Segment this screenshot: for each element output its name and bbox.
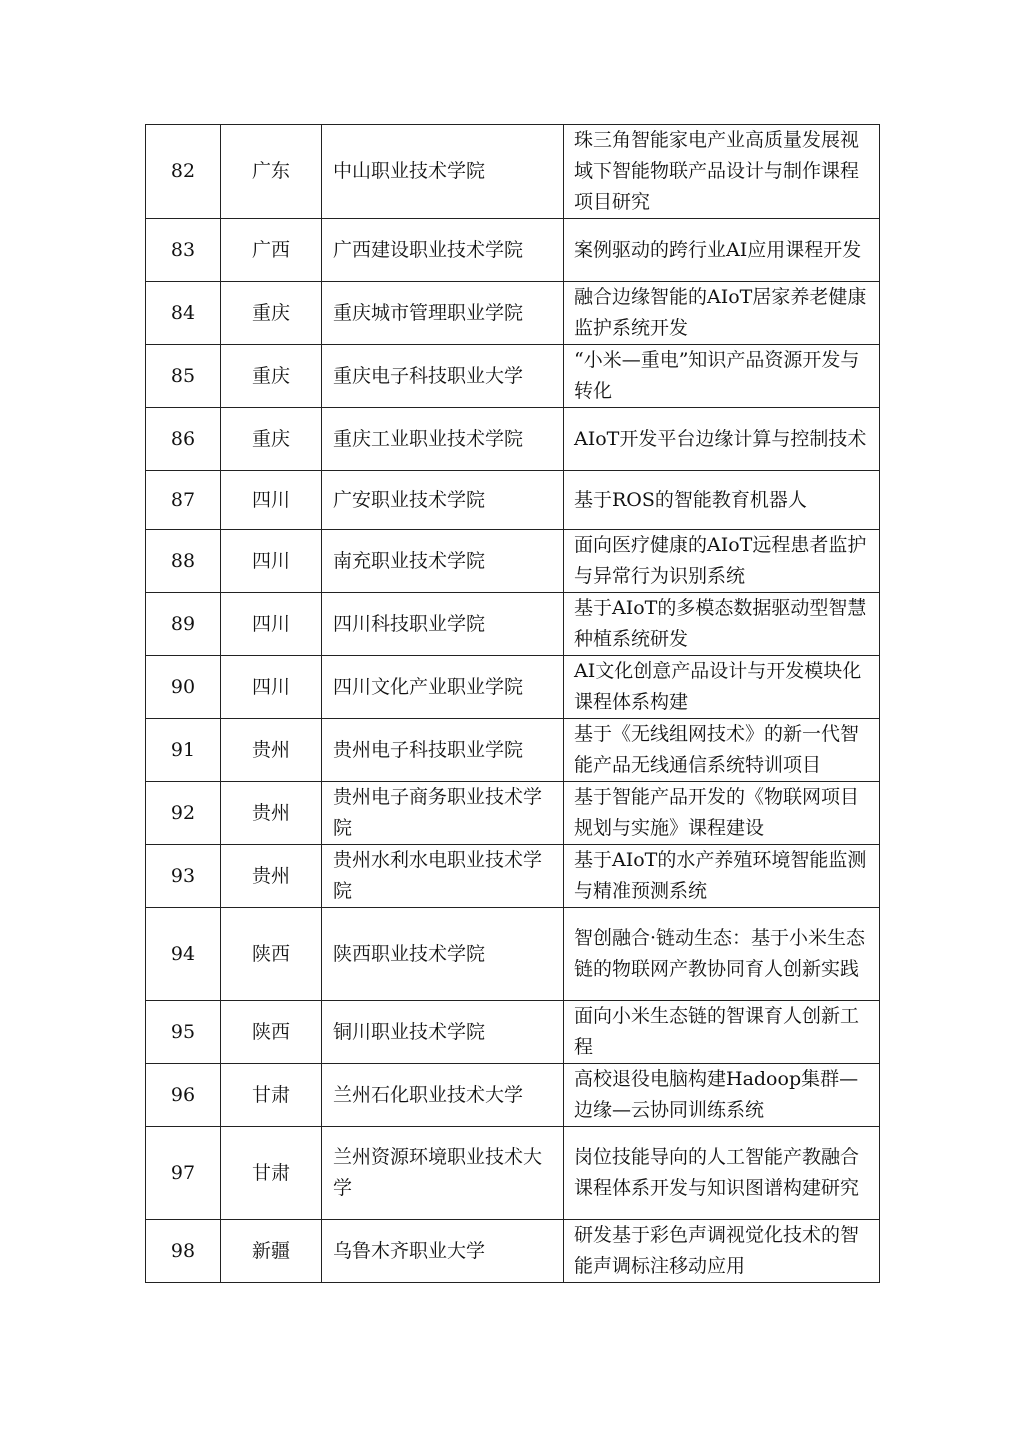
table-row bbox=[146, 1220, 880, 1283]
row-number: 93 bbox=[146, 845, 221, 908]
province-cell: 贵州 bbox=[221, 782, 322, 845]
province-cell: 甘肃 bbox=[221, 1064, 322, 1127]
province-cell: 四川 bbox=[221, 471, 322, 530]
project-cell: 面向小米生态链的智课育人创新工程 bbox=[564, 1001, 880, 1064]
table-row bbox=[146, 593, 880, 656]
project-cell: 智创融合·链动生态：基于小米生态链的物联网产教协同育人创新实践 bbox=[564, 908, 880, 1001]
row-number: 84 bbox=[146, 282, 221, 345]
school-cell: 重庆城市管理职业学院 bbox=[322, 282, 564, 345]
row-number: 87 bbox=[146, 471, 221, 530]
province-cell: 四川 bbox=[221, 530, 322, 593]
project-table-body bbox=[146, 125, 880, 1283]
project-cell: 面向医疗健康的AIoT远程患者监护与异常行为识别系统 bbox=[564, 530, 880, 593]
row-number: 82 bbox=[146, 125, 221, 219]
table-row bbox=[146, 408, 880, 471]
row-number: 92 bbox=[146, 782, 221, 845]
school-cell: 兰州资源环境职业技术大学 bbox=[322, 1127, 564, 1220]
province-cell: 重庆 bbox=[221, 282, 322, 345]
province-cell: 贵州 bbox=[221, 719, 322, 782]
table-row bbox=[146, 471, 880, 530]
school-cell: 中山职业技术学院 bbox=[322, 125, 564, 219]
row-number: 91 bbox=[146, 719, 221, 782]
table-row bbox=[146, 1064, 880, 1127]
row-number: 94 bbox=[146, 908, 221, 1001]
table-row bbox=[146, 719, 880, 782]
school-cell: 广安职业技术学院 bbox=[322, 471, 564, 530]
table-row bbox=[146, 656, 880, 719]
project-cell: 研发基于彩色声调视觉化技术的智能声调标注移动应用 bbox=[564, 1220, 880, 1283]
school-cell: 广西建设职业技术学院 bbox=[322, 219, 564, 282]
project-cell: 基于AIoT的水产养殖环境智能监测与精准预测系统 bbox=[564, 845, 880, 908]
project-cell: 案例驱动的跨行业AI应用课程开发 bbox=[564, 219, 880, 282]
table-row bbox=[146, 1001, 880, 1064]
school-cell: 贵州电子科技职业学院 bbox=[322, 719, 564, 782]
project-cell: 岗位技能导向的人工智能产教融合课程体系开发与知识图谱构建研究 bbox=[564, 1127, 880, 1220]
project-cell: 基于智能产品开发的《物联网项目规划与实施》课程建设 bbox=[564, 782, 880, 845]
project-cell: AI文化创意产品设计与开发模块化课程体系构建 bbox=[564, 656, 880, 719]
row-number: 96 bbox=[146, 1064, 221, 1127]
table-row bbox=[146, 219, 880, 282]
row-number: 90 bbox=[146, 656, 221, 719]
table-row bbox=[146, 282, 880, 345]
row-number: 97 bbox=[146, 1127, 221, 1220]
province-cell: 陕西 bbox=[221, 908, 322, 1001]
school-cell: 四川文化产业职业学院 bbox=[322, 656, 564, 719]
project-cell: AIoT开发平台边缘计算与控制技术 bbox=[564, 408, 880, 471]
school-cell: 重庆电子科技职业大学 bbox=[322, 345, 564, 408]
province-cell: 新疆 bbox=[221, 1220, 322, 1283]
school-cell: 乌鲁木齐职业大学 bbox=[322, 1220, 564, 1283]
province-cell: 陕西 bbox=[221, 1001, 322, 1064]
project-cell: 基于ROS的智能教育机器人 bbox=[564, 471, 880, 530]
table-row bbox=[146, 530, 880, 593]
school-cell: 重庆工业职业技术学院 bbox=[322, 408, 564, 471]
school-cell: 贵州电子商务职业技术学院 bbox=[322, 782, 564, 845]
province-cell: 四川 bbox=[221, 656, 322, 719]
province-cell: 四川 bbox=[221, 593, 322, 656]
province-cell: 贵州 bbox=[221, 845, 322, 908]
school-cell: 贵州水利水电职业技术学院 bbox=[322, 845, 564, 908]
row-number: 88 bbox=[146, 530, 221, 593]
project-cell: 基于《无线组网技术》的新一代智能产品无线通信系统特训项目 bbox=[564, 719, 880, 782]
project-cell: “小米—重电”知识产品资源开发与转化 bbox=[564, 345, 880, 408]
row-number: 86 bbox=[146, 408, 221, 471]
project-cell: 珠三角智能家电产业高质量发展视域下智能物联产品设计与制作课程项目研究 bbox=[564, 125, 880, 219]
row-number: 95 bbox=[146, 1001, 221, 1064]
school-cell: 南充职业技术学院 bbox=[322, 530, 564, 593]
row-number: 89 bbox=[146, 593, 221, 656]
project-cell: 高校退役电脑构建Hadoop集群—边缘—云协同训练系统 bbox=[564, 1064, 880, 1127]
project-table bbox=[145, 124, 880, 1283]
school-cell: 四川科技职业学院 bbox=[322, 593, 564, 656]
province-cell: 甘肃 bbox=[221, 1127, 322, 1220]
table-row bbox=[146, 908, 880, 1001]
project-cell: 基于AIoT的多模态数据驱动型智慧种植系统研发 bbox=[564, 593, 880, 656]
table-row bbox=[146, 782, 880, 845]
table-row bbox=[146, 345, 880, 408]
row-number: 85 bbox=[146, 345, 221, 408]
school-cell: 兰州石化职业技术大学 bbox=[322, 1064, 564, 1127]
row-number: 83 bbox=[146, 219, 221, 282]
school-cell: 陕西职业技术学院 bbox=[322, 908, 564, 1001]
province-cell: 重庆 bbox=[221, 345, 322, 408]
project-cell: 融合边缘智能的AIoT居家养老健康监护系统开发 bbox=[564, 282, 880, 345]
province-cell: 广西 bbox=[221, 219, 322, 282]
province-cell: 重庆 bbox=[221, 408, 322, 471]
school-cell: 铜川职业技术学院 bbox=[322, 1001, 564, 1064]
province-cell: 广东 bbox=[221, 125, 322, 219]
table-row bbox=[146, 125, 880, 219]
row-number: 98 bbox=[146, 1220, 221, 1283]
table-row bbox=[146, 845, 880, 908]
table-row bbox=[146, 1127, 880, 1220]
